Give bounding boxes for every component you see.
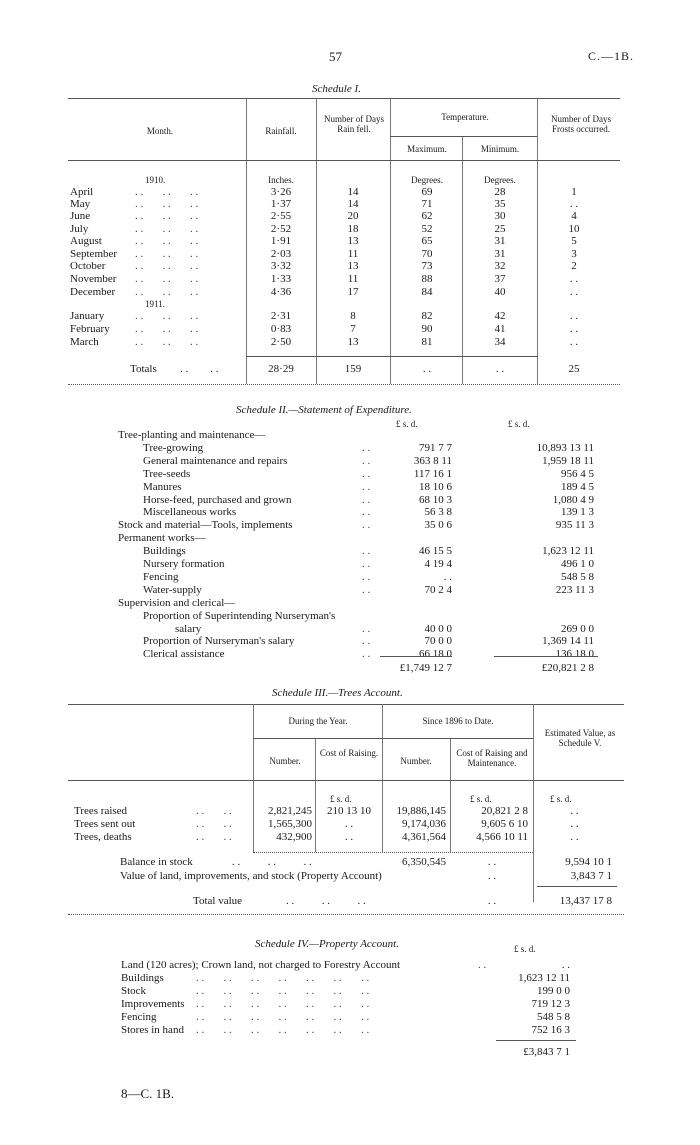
schedule1-totals-dots: . . . . — [180, 363, 219, 375]
schedule2-item-label: Tree-planting and maintenance— — [118, 429, 266, 441]
schedule1-max-temp: 84 — [421, 286, 433, 298]
schedule1-days-rain: 13 — [347, 336, 359, 348]
schedule3-total-dots: . . . . . . — [286, 895, 366, 907]
schedule3-row-label: Trees, deaths — [74, 831, 132, 843]
schedule1-days-rain: 11 — [347, 273, 359, 285]
schedule1-max-temp: 65 — [421, 235, 433, 247]
schedule1-month: September — [70, 248, 118, 260]
schedule3-balance-label: Balance in stock — [120, 856, 193, 868]
schedule1-leader-dots: . . . . . . — [135, 323, 199, 335]
schedule3-cost-year: . . — [344, 831, 354, 843]
schedule1-max-header: Maximum. — [407, 144, 447, 154]
schedule3-vline — [315, 738, 316, 852]
schedule2-item-label: Water-supply — [143, 584, 202, 596]
schedule1-leader-dots: . . . . . . — [135, 310, 199, 322]
schedule3-cost-header-2: Cost of Raising and Maintenance. — [456, 748, 528, 769]
schedule3-currency-head-3: £ s. d. — [550, 794, 572, 804]
schedule1-min-temp: 41 — [494, 323, 506, 335]
schedule3-cost-year: . . — [344, 818, 354, 830]
schedule1-min-temp: 31 — [494, 235, 506, 247]
schedule1-leader-dots: . . . . . . — [135, 223, 199, 235]
schedule3-leader-dots: . . . . — [196, 831, 232, 843]
schedule3-number-year: 2,821,245 — [268, 805, 312, 817]
schedule2-item-label: Supervision and clerical— — [118, 597, 236, 609]
schedule1-max-temp: 81 — [421, 336, 433, 348]
schedule2-year-amount: 68 10 3 — [419, 494, 452, 506]
schedule2-col1-head: £ s. d. — [396, 419, 418, 429]
schedule3-number-header-2: Number. — [400, 756, 432, 766]
schedule1-vline — [316, 98, 317, 384]
schedule2-total-amount: 10,893 13 11 — [536, 442, 594, 454]
schedule1-min-temp: 30 — [494, 210, 506, 222]
schedule4-value: 752 16 3 — [531, 1024, 570, 1036]
schedule1-rainfall: 2·52 — [270, 223, 292, 235]
schedule2-item-label: Stock and material—Tools, implements — [118, 519, 293, 531]
schedule3-estimated: . . — [570, 805, 579, 817]
schedule4-item-label: Stores in hand — [121, 1024, 184, 1036]
schedule2-title: Schedule II.—Statement of Expenditure. — [236, 404, 412, 416]
schedule4-total-rule — [496, 1040, 576, 1041]
schedule3-value-est: 3,843 7 1 — [570, 870, 612, 882]
schedule1-days-rain: 18 — [347, 223, 359, 235]
schedule1-min-temp: 28 — [494, 186, 506, 198]
schedule1-rainfall: 2·55 — [270, 210, 292, 222]
schedule1-frost-days: 2 — [571, 260, 577, 272]
schedule1-max-temp: 69 — [421, 186, 433, 198]
page-number: 57 — [329, 49, 342, 64]
schedule3-vline — [253, 704, 254, 852]
schedule2-total-amount: 189 4 5 — [561, 481, 594, 493]
schedule2-leader-dots: . . — [362, 494, 371, 506]
schedule3-estimated: . . — [570, 831, 579, 843]
schedule3-cost-total: 9,605 6 10 — [481, 818, 528, 830]
schedule1-min-temp: 40 — [494, 286, 506, 298]
schedule3-value-label: Value of land, improvements, and stock (Property Account) — [120, 870, 382, 882]
schedule1-leader-dots: . . . . . . — [135, 336, 199, 348]
schedule2-item-label: Fencing — [143, 571, 179, 583]
schedule1-month: October — [70, 260, 106, 272]
schedule2-year-amount: 66 18 0 — [419, 648, 452, 660]
schedule1-year-1910: 1910. — [145, 175, 166, 185]
schedule1-frost-days: 5 — [571, 235, 577, 247]
schedule3-number-header-1: Number. — [269, 756, 301, 766]
schedule3-cost-total: 4,566 10 11 — [476, 831, 528, 843]
schedule2-item-label: Proportion of Superintending Nurseryman's — [143, 610, 336, 622]
schedule2-item-label: Clerical assistance — [143, 648, 225, 660]
schedule1-header-rule — [68, 160, 620, 161]
schedule1-month-header: Month. — [146, 126, 174, 136]
schedule1-month: January — [70, 310, 105, 322]
schedule1-max-temp: 90 — [421, 323, 433, 335]
schedule2-total-rule-a — [380, 656, 452, 657]
schedule1-month: July — [70, 223, 89, 235]
schedule3-top-rule — [68, 704, 624, 705]
schedule4-value: 199 0 0 — [537, 985, 570, 997]
schedule4-title: Schedule IV.—Property Account. — [255, 938, 399, 950]
schedule1-month: April — [70, 186, 94, 198]
schedule2-item-label: salary — [175, 623, 202, 635]
schedule1-min-unit: Degrees. — [484, 175, 516, 185]
schedule2-total-amount: 496 1 0 — [561, 558, 594, 570]
schedule1-rainfall: 1·91 — [270, 235, 292, 247]
schedule1-min-temp: 31 — [494, 248, 506, 260]
schedule2-total-b: £20,821 2 8 — [541, 662, 594, 674]
schedule1-max-temp: 71 — [421, 198, 433, 210]
schedule2-year-amount: 363 8 11 — [413, 455, 452, 467]
schedule1-month: February — [70, 323, 110, 335]
schedule2-leader-dots: . . — [362, 571, 371, 583]
schedule3-vline — [450, 738, 451, 852]
schedule4-value: 548 5 8 — [537, 1011, 570, 1023]
schedule2-leader-dots: . . — [362, 584, 371, 596]
schedule3-balance-dots: . . . . . . — [232, 856, 312, 868]
schedule2-item-label: Proportion of Nurseryman's salary — [143, 635, 295, 647]
schedule1-days-rain: 14 — [347, 186, 359, 198]
schedule2-item-label: General maintenance and repairs — [143, 455, 288, 467]
schedule3-estimated: . . — [570, 818, 579, 830]
schedule2-year-amount: 56 3 8 — [424, 506, 452, 518]
schedule2-leader-dots: . . — [362, 623, 371, 635]
schedule2-leader-dots: . . — [362, 545, 371, 557]
schedule2-year-amount: 40 0 0 — [424, 623, 452, 635]
schedule1-frost-days: . . — [569, 198, 579, 210]
schedule3-row-label: Trees raised — [74, 805, 128, 817]
schedule2-leader-dots: . . — [362, 558, 371, 570]
schedule3-leader-dots: . . . . — [196, 818, 232, 830]
schedule2-year-amount: 18 10 6 — [419, 481, 452, 493]
schedule1-days-rain: 11 — [347, 248, 359, 260]
schedule3-estimated-header: Estimated Value, as Schedule V. — [544, 728, 616, 749]
schedule2-year-amount: . . — [443, 571, 452, 583]
schedule2-total-amount: 1,369 14 11 — [542, 635, 594, 647]
schedule4-value: . . — [561, 959, 570, 971]
schedule3-header-rule — [68, 780, 624, 781]
schedule1-temp-rule — [390, 136, 537, 137]
schedule1-min-temp: 37 — [494, 273, 506, 285]
schedule3-total-label: Total value — [193, 895, 243, 907]
schedule2-leader-dots: . . — [362, 635, 371, 647]
schedule1-month: August — [70, 235, 102, 247]
schedule1-leader-dots: . . . . . . — [135, 248, 199, 260]
schedule1-month: March — [70, 336, 99, 348]
document-code: C.—1B. — [588, 49, 635, 63]
schedule2-year-amount: 35 0 6 — [424, 519, 452, 531]
schedule4-leader-dots: . . — [478, 959, 487, 971]
schedule2-leader-dots: . . — [362, 468, 371, 480]
schedule1-month: May — [70, 198, 91, 210]
schedule1-rain-unit: Inches. — [268, 175, 294, 185]
schedule2-leader-dots: . . — [362, 519, 371, 531]
schedule2-total-amount: 136 18 0 — [555, 648, 594, 660]
schedule4-currency-head: £ s. d. — [514, 944, 536, 954]
schedule2-col2-head: £ s. d. — [508, 419, 530, 429]
schedule1-days-rain: 13 — [347, 235, 359, 247]
footer-signature: 8—C. 1B. — [121, 1086, 175, 1101]
schedule1-bottom-rule — [68, 384, 620, 385]
schedule1-rainfall: 1·37 — [270, 198, 292, 210]
schedule4-leader-dots: . . . . . . . . . . . . . . — [196, 985, 370, 997]
schedule3-balance-number: 6,350,545 — [402, 856, 446, 868]
schedule1-totals-max: . . — [422, 363, 432, 375]
schedule1-leader-dots: . . . . . . — [135, 286, 199, 298]
schedule1-frost-days: 3 — [571, 248, 577, 260]
schedule2-total-amount: 223 11 3 — [555, 584, 594, 596]
schedule1-days-rain: 14 — [347, 198, 359, 210]
schedule3-title: Schedule III.—Trees Account. — [272, 687, 403, 699]
schedule4-item-label: Improvements — [121, 998, 185, 1010]
schedule1-frost-days: . . — [569, 336, 579, 348]
schedule1-frost-days: . . — [569, 286, 579, 298]
schedule1-days-rain: 7 — [350, 323, 356, 335]
schedule2-year-amount: 70 0 0 — [424, 635, 452, 647]
schedule2-item-label: Horse-feed, purchased and grown — [143, 494, 292, 506]
schedule3-balance-cost: . . — [487, 856, 497, 868]
schedule2-total-amount: 1,959 18 11 — [542, 455, 594, 467]
schedule3-balance-est: 9,594 10 1 — [565, 856, 612, 868]
schedule2-item-label: Manures — [143, 481, 182, 493]
schedule1-frost-days: . . — [569, 323, 579, 335]
schedule1-frost-days: 4 — [571, 210, 577, 222]
schedule3-number-total: 9,174,036 — [402, 818, 446, 830]
schedule2-leader-dots: . . — [362, 648, 371, 660]
schedule4-value: 719 12 3 — [531, 998, 570, 1010]
schedule3-bottom-rule — [68, 914, 624, 915]
schedule2-total-amount: 1,623 12 11 — [542, 545, 594, 557]
schedule2-total-amount: 139 1 3 — [561, 506, 594, 518]
schedule3-number-total: 4,361,564 — [402, 831, 446, 843]
schedule1-totals-rule — [246, 356, 538, 357]
schedule1-leader-dots: . . . . . . — [135, 260, 199, 272]
schedule1-min-temp: 32 — [494, 260, 506, 272]
schedule1-totals-frost: 25 — [568, 363, 580, 375]
schedule2-total-amount: 935 11 3 — [555, 519, 594, 531]
schedule1-title: Schedule I. — [312, 83, 361, 95]
schedule4-total: £3,843 7 1 — [523, 1046, 570, 1058]
schedule1-rainfall-header: Rainfall. — [265, 126, 297, 136]
schedule1-min-header: Minimum. — [480, 144, 520, 154]
schedule1-rainfall: 3·32 — [270, 260, 292, 272]
schedule1-leader-dots: . . . . . . — [135, 186, 199, 198]
schedule1-frost-days: . . — [569, 273, 579, 285]
schedule3-currency-head-2: £ s. d. — [470, 794, 492, 804]
schedule3-since-header: Since 1896 to Date. — [422, 716, 494, 726]
schedule1-leader-dots: . . . . . . — [135, 210, 199, 222]
schedule4-value: 1,623 12 11 — [518, 972, 570, 984]
schedule1-month: June — [70, 210, 91, 222]
schedule2-year-amount: 117 16 1 — [413, 468, 452, 480]
schedule1-temperature-header: Temperature. — [441, 112, 489, 122]
schedule2-item-label: Permanent works— — [118, 532, 206, 544]
schedule2-item-label: Buildings — [143, 545, 186, 557]
schedule2-leader-dots: . . — [362, 506, 371, 518]
schedule1-rainfall: 2·50 — [270, 336, 292, 348]
schedule3-cost-header-1: Cost of Raising. — [319, 748, 379, 758]
schedule3-sub-rule — [253, 852, 533, 853]
schedule3-total-est: 13,437 17 8 — [559, 895, 612, 907]
schedule1-frost-days: 1 — [571, 186, 577, 198]
schedule3-vline — [533, 704, 534, 902]
schedule2-year-amount: 791 7 7 — [419, 442, 452, 454]
schedule4-item-label: Stock — [121, 985, 147, 997]
schedule1-max-temp: 62 — [421, 210, 433, 222]
schedule2-total-rule-b — [494, 656, 598, 657]
schedule2-leader-dots: . . — [362, 481, 371, 493]
schedule3-number-year: 432,900 — [276, 831, 312, 843]
schedule1-min-temp: 25 — [494, 223, 506, 235]
schedule2-total-amount: 548 5 8 — [561, 571, 594, 583]
schedule2-total-amount: 1,080 4 9 — [552, 494, 594, 506]
schedule3-vline — [382, 704, 383, 852]
schedule1-min-temp: 35 — [494, 198, 506, 210]
schedule2-leader-dots: . . — [362, 442, 371, 454]
schedule1-days-rain: 8 — [350, 310, 356, 322]
schedule1-frost-days: 10 — [568, 223, 580, 235]
schedule4-item-label: Land (120 acres); Crown land, not charged to Forestry Account — [121, 959, 401, 971]
schedule1-month: December — [70, 286, 116, 298]
schedule2-item-label: Miscellaneous works — [143, 506, 237, 518]
schedule2-item-label: Tree-growing — [143, 442, 204, 454]
schedule3-during-header: During the Year. — [288, 716, 348, 726]
schedule3-leader-dots: . . . . — [196, 805, 232, 817]
schedule1-rainfall: 0·83 — [270, 323, 292, 335]
schedule1-rainfall: 1·33 — [270, 273, 292, 285]
schedule2-year-amount: 46 15 5 — [419, 545, 452, 557]
schedule1-min-temp: 34 — [494, 336, 506, 348]
schedule1-max-temp: 70 — [421, 248, 433, 260]
schedule3-total-rule — [537, 886, 617, 887]
schedule4-item-label: Buildings — [121, 972, 164, 984]
schedule1-max-unit: Degrees. — [411, 175, 443, 185]
schedule1-leader-dots: . . . . . . — [135, 273, 199, 285]
schedule3-mid-rule — [253, 738, 533, 739]
schedule3-cost-year: 210 13 10 — [327, 805, 371, 817]
schedule1-leader-dots: . . . . . . — [135, 235, 199, 247]
schedule1-year-1911: 1911. — [145, 299, 165, 309]
schedule2-year-amount: 70 2 4 — [424, 584, 452, 596]
schedule4-leader-dots: . . . . . . . . . . . . . . — [196, 972, 370, 984]
schedule1-totals-rain: 28·29 — [268, 363, 294, 375]
schedule1-days-rain-header: Number of Days Rain fell. — [324, 114, 384, 135]
schedule1-vline — [537, 98, 538, 384]
schedule4-leader-dots: . . . . . . . . . . . . . . — [196, 998, 370, 1010]
schedule1-days-rain: 17 — [347, 286, 359, 298]
schedule3-number-year: 1,565,300 — [268, 818, 312, 830]
schedule1-leader-dots: . . . . . . — [135, 198, 199, 210]
schedule1-max-temp: 52 — [421, 223, 433, 235]
schedule4-item-label: Fencing — [121, 1011, 157, 1023]
schedule1-max-temp: 73 — [421, 260, 433, 272]
schedule1-min-temp: 42 — [494, 310, 506, 322]
schedule3-number-total: 19,886,145 — [396, 805, 446, 817]
schedule1-vline — [246, 98, 247, 384]
schedule2-item-label: Nursery formation — [143, 558, 225, 570]
schedule1-totals-min: . . — [495, 363, 505, 375]
schedule3-row-label: Trees sent out — [74, 818, 136, 830]
schedule2-total-amount: 269 0 0 — [561, 623, 594, 635]
schedule2-total-a: £1,749 12 7 — [399, 662, 452, 674]
schedule1-vline — [462, 136, 463, 384]
schedule3-value-cost: . . — [487, 870, 497, 882]
schedule2-leader-dots: . . — [362, 455, 371, 467]
schedule2-total-amount: 956 4 5 — [561, 468, 594, 480]
schedule1-days-rain: 20 — [347, 210, 359, 222]
schedule1-days-rain: 13 — [347, 260, 359, 272]
schedule1-rainfall: 2·31 — [270, 310, 292, 322]
schedule1-rainfall: 4·36 — [270, 286, 292, 298]
schedule2-year-amount: 4 19 4 — [424, 558, 452, 570]
schedule4-leader-dots: . . . . . . . . . . . . . . — [196, 1024, 370, 1036]
schedule1-month: November — [70, 273, 117, 285]
schedule1-totals-label: Totals — [130, 363, 157, 375]
schedule1-frosts-header: Number of Days Frosts occurred. — [551, 114, 611, 135]
schedule3-cost-total: 20,821 2 8 — [481, 805, 528, 817]
schedule2-item-label: Tree-seeds — [143, 468, 191, 480]
schedule1-max-temp: 82 — [421, 310, 433, 322]
schedule1-totals-days: 159 — [344, 363, 362, 375]
schedule1-frost-days: . . — [569, 310, 579, 322]
schedule1-rainfall: 3·26 — [270, 186, 292, 198]
schedule4-leader-dots: . . . . . . . . . . . . . . — [196, 1011, 370, 1023]
schedule1-rainfall: 2·03 — [270, 248, 292, 260]
schedule1-vline — [390, 98, 391, 384]
schedule3-total-cost: . . — [487, 895, 497, 907]
schedule1-max-temp: 88 — [421, 273, 433, 285]
schedule3-currency-head-1: £ s. d. — [330, 794, 352, 804]
